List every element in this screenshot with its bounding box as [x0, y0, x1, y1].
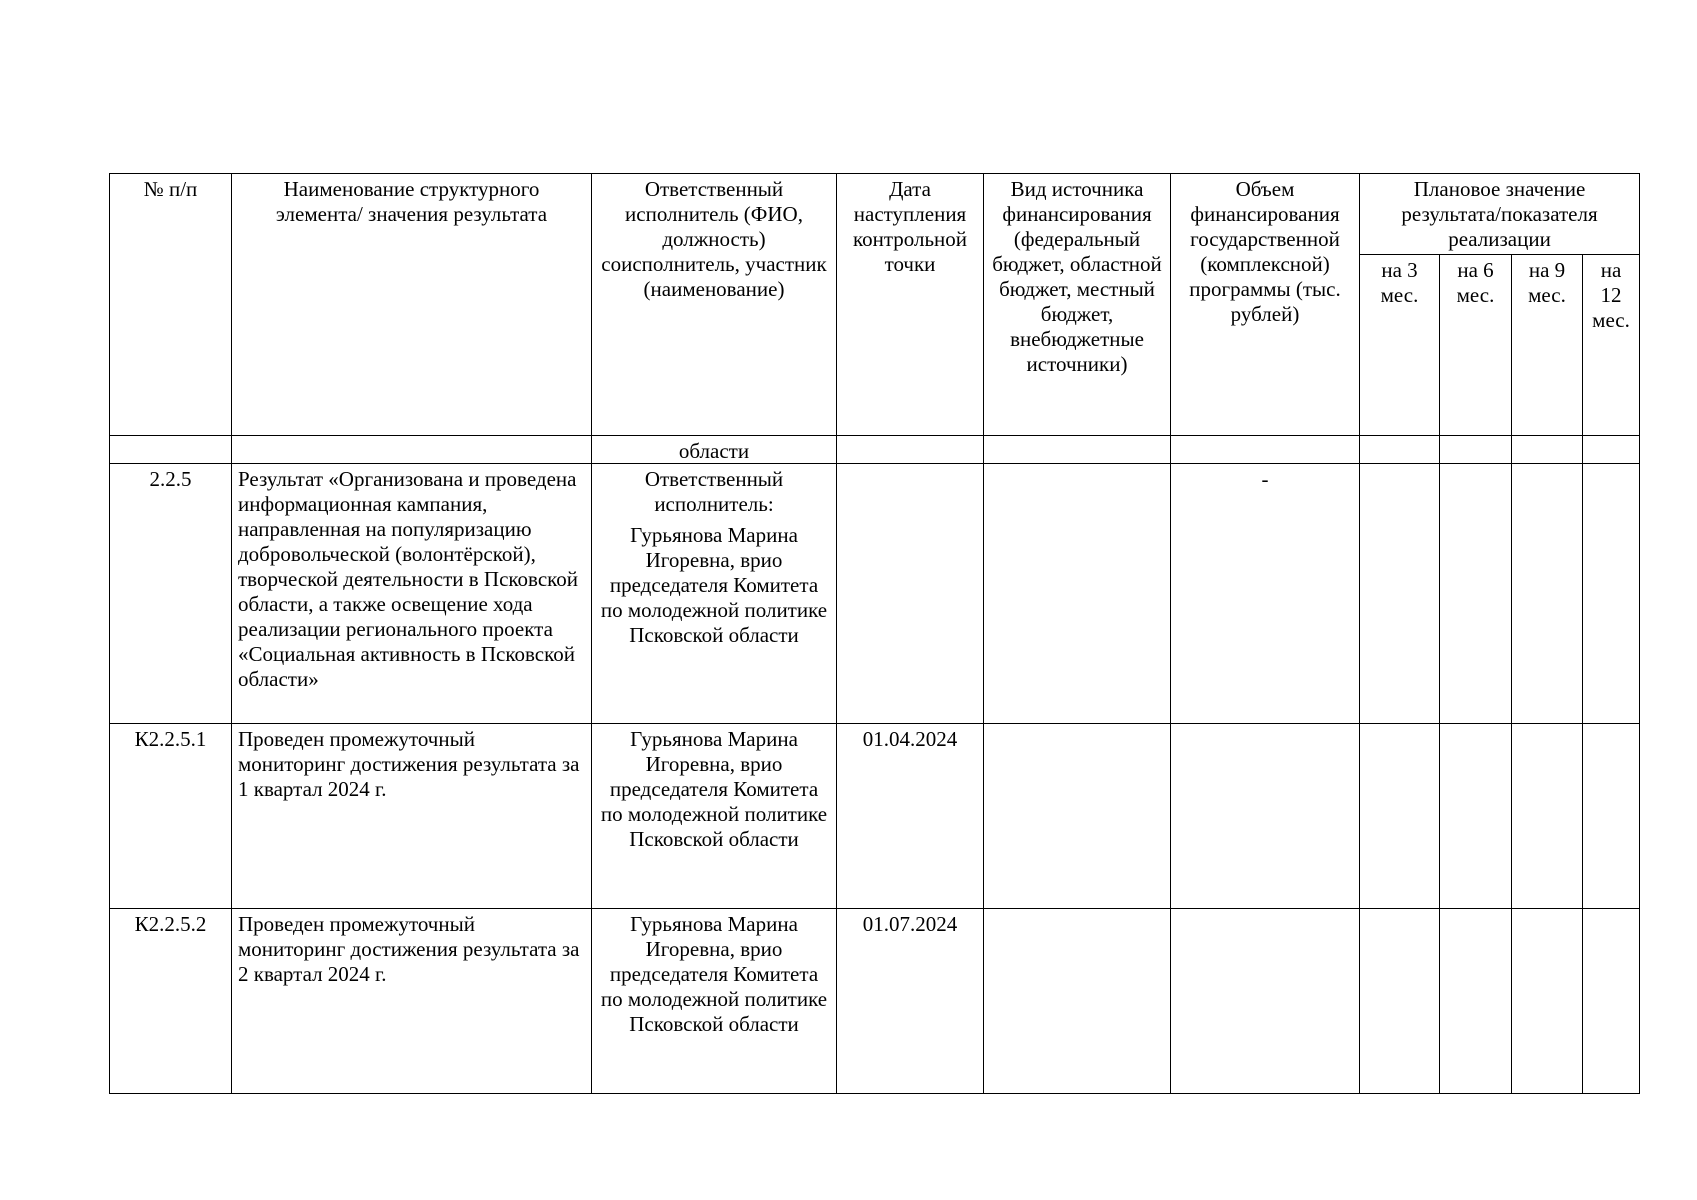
cell-date: [837, 436, 984, 464]
cell-m12: [1583, 464, 1640, 724]
cell-volume: [1171, 436, 1360, 464]
header-6-months: на 6 мес.: [1440, 255, 1512, 436]
cell-source: [984, 724, 1171, 909]
cell-name: Проведен промежуточный мониторинг достижения результата за 1 квартал 2024 г.: [232, 724, 592, 909]
cell-executor: [592, 464, 837, 724]
cell-m12: [1583, 436, 1640, 464]
header-9-months: на 9 мес.: [1512, 255, 1583, 436]
cell-volume: [1171, 909, 1360, 1094]
cell-source: [984, 909, 1171, 1094]
cell-volume: [1171, 724, 1360, 909]
cell-source: [984, 464, 1171, 724]
cell-name: Результат «Организована и проведена информационная кампания, направленная на популяризацию добровольческой (волонтёрской), творческой деятельности в Псковской области, а также освещение хода реализации регионального проекта «Социальная активность в Псковской области»: [232, 464, 592, 724]
cell-num: К2.2.5.2: [110, 909, 232, 1094]
cell-m9: [1512, 464, 1583, 724]
cell-m9: [1512, 909, 1583, 1094]
header-12-months: на 12 мес.: [1583, 255, 1640, 436]
header-source: Вид источника финансирования (федеральный бюджет, областной бюджет, местный бюджет, внебюджетные источники): [984, 174, 1171, 436]
cell-name: Проведен промежуточный мониторинг достижения результата за 2 квартал 2024 г.: [232, 909, 592, 1094]
cell-m3: [1360, 909, 1440, 1094]
cell-num: 2.2.5: [110, 464, 232, 724]
table-row: [110, 464, 1640, 724]
cell-m12: [1583, 909, 1640, 1094]
cell-m6: [1440, 909, 1512, 1094]
cell-m6: [1440, 724, 1512, 909]
cell-m9: [1512, 436, 1583, 464]
cell-volume: -: [1171, 464, 1360, 724]
cell-m9: [1512, 724, 1583, 909]
header-num: № п/п: [110, 174, 232, 436]
table-row-continuation: [110, 436, 1640, 464]
cell-m3: [1360, 464, 1440, 724]
cell-num: К2.2.5.1: [110, 724, 232, 909]
cell-executor: Гурьянова Марина Игоревна, врио председателя Комитета по молодежной политике Псковской области: [592, 724, 837, 909]
cell-m3: [1360, 436, 1440, 464]
cell-num: [110, 436, 232, 464]
cell-name: [232, 436, 592, 464]
cell-m6: [1440, 436, 1512, 464]
executor-name: Гурьянова Марина Игоревна, врио председателя Комитета по молодежной политике Псковской области: [600, 523, 828, 647]
header-executor: Ответственный исполнитель (ФИО, должность) соисполнитель, участник (наименование): [592, 174, 837, 436]
cell-date: 01.04.2024: [837, 724, 984, 909]
cell-source: [984, 436, 1171, 464]
cell-m3: [1360, 724, 1440, 909]
header-volume: Объем финансирования государственной (комплексной) программы (тыс. рублей): [1171, 174, 1360, 436]
cell-date: 01.07.2024: [837, 909, 984, 1094]
plan-table: [109, 173, 1640, 1094]
header-plan: Плановое значение результата/показателя реализации: [1360, 174, 1640, 255]
cell-m6: [1440, 464, 1512, 724]
header-date: Дата наступления контрольной точки: [837, 174, 984, 436]
header-name: Наименование структурного элемента/ значения результата: [232, 174, 592, 436]
cell-m12: [1583, 724, 1640, 909]
cell-executor: области: [592, 436, 837, 464]
table-row: [110, 724, 1640, 909]
table-row: [110, 909, 1640, 1094]
cell-executor: Гурьянова Марина Игоревна, врио председателя Комитета по молодежной политике Псковской области: [592, 909, 837, 1094]
header-3-months: на 3 мес.: [1360, 255, 1440, 436]
cell-date: [837, 464, 984, 724]
executor-label: Ответственный исполнитель:: [644, 467, 784, 516]
